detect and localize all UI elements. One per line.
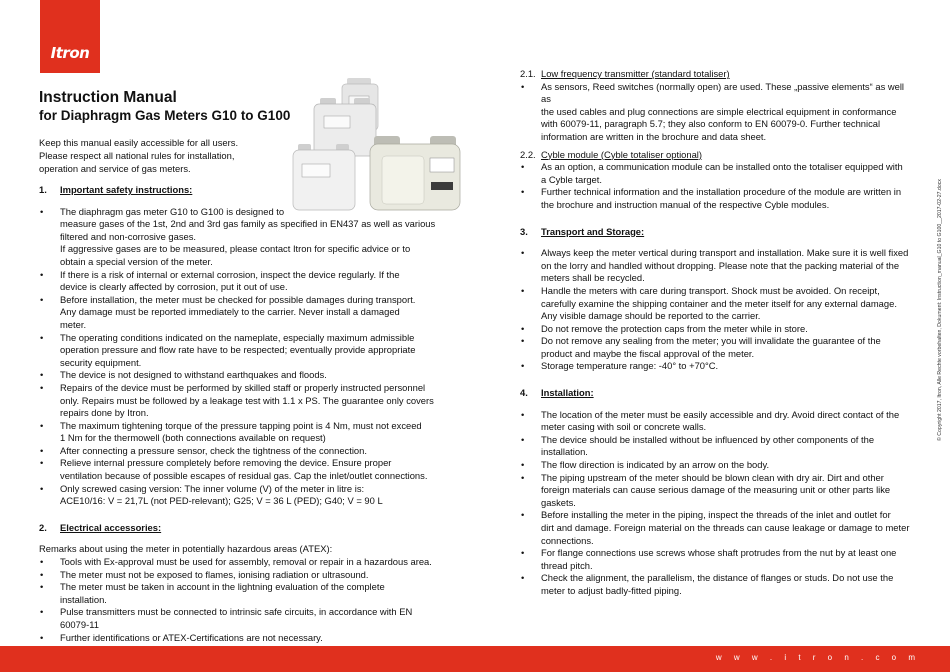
list-item-line: on the lorry and handled without dropping. Please note that the packing material of the xyxy=(541,259,900,271)
list-item-line: the used cables and plug connections are simple electrical equipment in conformance xyxy=(541,105,897,117)
list-item-line: • The piping upstream of the meter should be blown clean with dry air. Dirt and other xyxy=(541,471,884,483)
list-item-line: installation. xyxy=(60,593,107,605)
list-item-line: meter to adjust badly-fitted piping. xyxy=(541,584,682,596)
installation-list xyxy=(520,409,912,598)
list-item-line: installation. xyxy=(541,446,588,458)
list-item xyxy=(520,360,912,373)
list-item-line: the brochure and instruction manual of the respective Cyble modules. xyxy=(541,198,830,210)
list-item xyxy=(39,483,439,508)
list-item-line: • Always keep the meter vertical during transport and installation. Make sure it is well fixed xyxy=(541,247,909,259)
list-item xyxy=(39,445,439,458)
safety-list xyxy=(39,206,439,508)
list-item-line: • If there is a risk of internal or external corrosion, inspect the device regularly. If the xyxy=(60,268,400,280)
footer-bar xyxy=(0,646,950,672)
list-item-line: • Only screwed casing version: The inner volume (V) of the meter in litre is: xyxy=(60,482,365,494)
list-item-line: meter casing with soil or concrete walls. xyxy=(541,421,707,433)
page-title xyxy=(39,89,290,125)
list-item-line: • The meter must be taken in account in the lightning evaluation of the complete xyxy=(60,581,385,593)
list-item-line: • For flange connections use screws whose shaft protrudes from the nut by at least one xyxy=(541,547,897,559)
title-line2: for Diaphragm Gas Meters G10 to G100 xyxy=(39,108,291,123)
logo-text: Itron xyxy=(50,44,90,62)
transmitter-list xyxy=(520,81,912,144)
list-item xyxy=(520,434,912,459)
list-item-line: • Further identifications or ATEX-Certifications are not necessary. xyxy=(60,631,323,643)
transport-list xyxy=(520,247,912,373)
list-item-line: • Before installing the meter in the piping, inspect the threads of the inlet and outlet for xyxy=(541,509,891,521)
list-item-line: carefully examine the shipping container and the meter itself for any external damage. xyxy=(541,297,897,309)
list-item xyxy=(520,323,912,336)
list-item-line: • The maximum tightening torque of the pressure tapping point is 4 Nm, must not exceed xyxy=(60,419,422,431)
list-item xyxy=(39,556,439,569)
title-line1: Instruction Manual xyxy=(39,89,177,106)
list-item-line: meter. xyxy=(60,318,87,330)
list-item-line: If aggressive gases are to be measured, please contact Itron for specific advice or to xyxy=(60,243,411,255)
list-item-line: • After connecting a pressure sensor, check the tightness of the connection. xyxy=(60,444,367,456)
list-item-line: • Before installation, the meter must be checked for possible damages during transport. xyxy=(60,293,416,305)
list-item xyxy=(39,581,439,606)
list-item xyxy=(520,572,912,597)
intro-line: Please respect all national rules for installation, xyxy=(39,150,235,162)
list-item xyxy=(39,420,439,445)
right-column xyxy=(520,68,912,598)
list-item-line: security equipment. xyxy=(60,356,142,368)
list-item-line: • As sensors, Reed switches (normally open) are used. These „passive elements“ as well as xyxy=(541,80,905,105)
left-column xyxy=(39,184,439,644)
list-item-line: filtered and non-corrosive gases. xyxy=(60,230,197,242)
copyright-notice: © Copyright 2017, Itron, Alle Rechte vorbehalten, Dokument: Instruction_manual_G10 to G100__2017-02-27.docx xyxy=(937,179,943,441)
intro-text xyxy=(39,136,269,175)
list-item-line: a Cyble target. xyxy=(541,173,602,185)
list-item-line: • Check the alignment, the parallelism, the distance of flanges or studs. Do not use the xyxy=(541,572,894,584)
list-item-line: • As an option, a communication module can be installed onto the totaliser equipped with xyxy=(541,161,903,173)
list-item-line: dirt and damage. Foreign material on the threads can cause leakage or damage to meter xyxy=(541,522,910,533)
list-item xyxy=(520,547,912,572)
list-item xyxy=(39,382,439,420)
section-heading-2-1: 2.1. Low frequency transmitter (standard totaliser) xyxy=(520,68,730,79)
list-item-line: • The meter must not be exposed to flames, ionising radiation or ultrasound. xyxy=(60,568,369,580)
list-item-line: • Further technical information and the installation procedure of the module are written in xyxy=(541,186,902,198)
list-item xyxy=(39,457,439,482)
list-item xyxy=(520,509,912,547)
list-item-line: • The device is not designed to withstand earthquakes and floods. xyxy=(60,369,327,381)
list-item-line: meters shall be recycled. xyxy=(541,272,645,284)
list-item-line: repairs done by Itron. xyxy=(60,407,149,419)
list-item xyxy=(520,81,912,144)
list-item xyxy=(520,335,912,360)
list-item-line: • Storage temperature range: -40° to +70°C. xyxy=(541,360,719,372)
list-item xyxy=(520,459,912,472)
section-heading-3: 3. Transport and Storage: xyxy=(520,225,645,237)
list-item-line: • Handle the meters with care during transport. Shock must be avoided. On receipt, xyxy=(541,284,880,296)
list-item-line: • Do not remove any sealing from the meter; you will invalidate the guarantee of the xyxy=(541,335,881,347)
list-item-line: • The flow direction is indicated by an arrow on the body. xyxy=(541,459,770,471)
list-item-line: operation pressure and flow rate have to be respected; eventually provide appropriate xyxy=(60,344,416,356)
list-item xyxy=(520,161,912,186)
list-item xyxy=(39,206,439,269)
list-item-line: • Tools with Ex-approval must be used for assembly, removal or repair in a hazardous area. xyxy=(60,556,432,568)
list-item-line: 1 Nm for the thermowell (both connections available on request) xyxy=(60,432,326,444)
list-item-line: ventilation because of possible escapes of residual gas. Cap the inlet/outlet connections. xyxy=(60,470,428,482)
list-item-line: foreign materials can cause serious damage of the measuring unit or other parts like xyxy=(541,484,891,496)
footer-url[interactable]: w w w . i t r o n . c o m xyxy=(715,653,920,662)
list-item xyxy=(39,294,439,332)
list-item-line: only. Repairs must be followed by a leakage test with 1.1 x PS. The guarantee only covers xyxy=(60,394,434,406)
list-item xyxy=(520,409,912,434)
list-item xyxy=(520,247,912,285)
cyble-list xyxy=(520,161,912,211)
list-item-line: obtain a special version of the meter. xyxy=(60,255,213,267)
list-item xyxy=(39,369,439,382)
list-item-line: with 60079-11, paragraph 5.7; they also conform to EN 60079-0. Further technical xyxy=(541,118,881,130)
list-item-line: • Repairs of the device must be performed by skilled staff or properly instructed personnel xyxy=(60,381,426,393)
list-item-line: device is clearly affected by corrosion, put it out of use. xyxy=(60,281,288,293)
section-heading-4: 4. Installation: xyxy=(520,387,594,399)
list-item xyxy=(39,632,439,645)
list-item-line: • The diaphragm gas meter G10 to G100 is designed to xyxy=(60,205,285,217)
list-item-line: measure gases of the 1st, 2nd and 3rd gas family as specified in EN437 as well as various xyxy=(60,218,436,230)
list-item-line: Any damage must be reported immediately to the carrier. Never install a damaged xyxy=(60,306,400,318)
list-item-line: • The location of the meter must be easily accessible and dry. Avoid direct contact of the xyxy=(541,408,900,420)
list-item xyxy=(39,569,439,582)
itron-logo xyxy=(40,0,100,73)
list-item-line: information are written in the brochure and data sheet. xyxy=(541,130,767,142)
list-item-line: ACE10/16: V = 21,7L (not PED-relevant); G25; V = 36 L (PED); G40; V = 90 L xyxy=(60,495,383,507)
list-item-line: • Pulse transmitters must be connected to intrinsic safe circuits, in accordance with EN xyxy=(60,606,413,618)
list-item-line: Any visible damage should be reported to the carrier. xyxy=(541,310,761,322)
list-item-line: 60079-11 xyxy=(60,619,99,630)
atex-list xyxy=(39,556,439,644)
section-heading-1: 1. Important safety instructions: xyxy=(39,184,193,195)
list-item-line: gaskets. xyxy=(541,496,576,508)
list-item-line: • Do not remove the protection caps from the meter while in store. xyxy=(541,322,808,334)
list-item-line: • The device should be installed without be influenced by other components of the xyxy=(541,433,875,445)
list-item xyxy=(39,269,439,294)
section-heading-2: 2. Electrical accessories: xyxy=(39,521,162,533)
list-item xyxy=(39,332,439,370)
list-item xyxy=(520,472,912,510)
list-item-line: product and maybe the fiscal approval of the meter. xyxy=(541,347,755,359)
list-item xyxy=(520,285,912,323)
list-item xyxy=(39,606,439,631)
section-heading-2-2: 2.2. Cyble module (Cyble totaliser optional) xyxy=(520,148,703,160)
list-item-line: thread pitch. xyxy=(541,559,593,571)
intro-line: Keep this manual easily accessible for all users. xyxy=(39,137,239,148)
intro-line: operation and service of gas meters. xyxy=(39,163,191,175)
list-item xyxy=(520,186,912,211)
list-item-line: • The operating conditions indicated on the nameplate, especially maximum admissible xyxy=(60,331,415,343)
list-item-line: • Relieve internal pressure completely before removing the device. Ensure proper xyxy=(60,457,392,469)
list-item-line: connections. xyxy=(541,534,594,546)
atex-remark: Remarks about using the meter in potentially hazardous areas (ATEX): xyxy=(39,543,333,555)
